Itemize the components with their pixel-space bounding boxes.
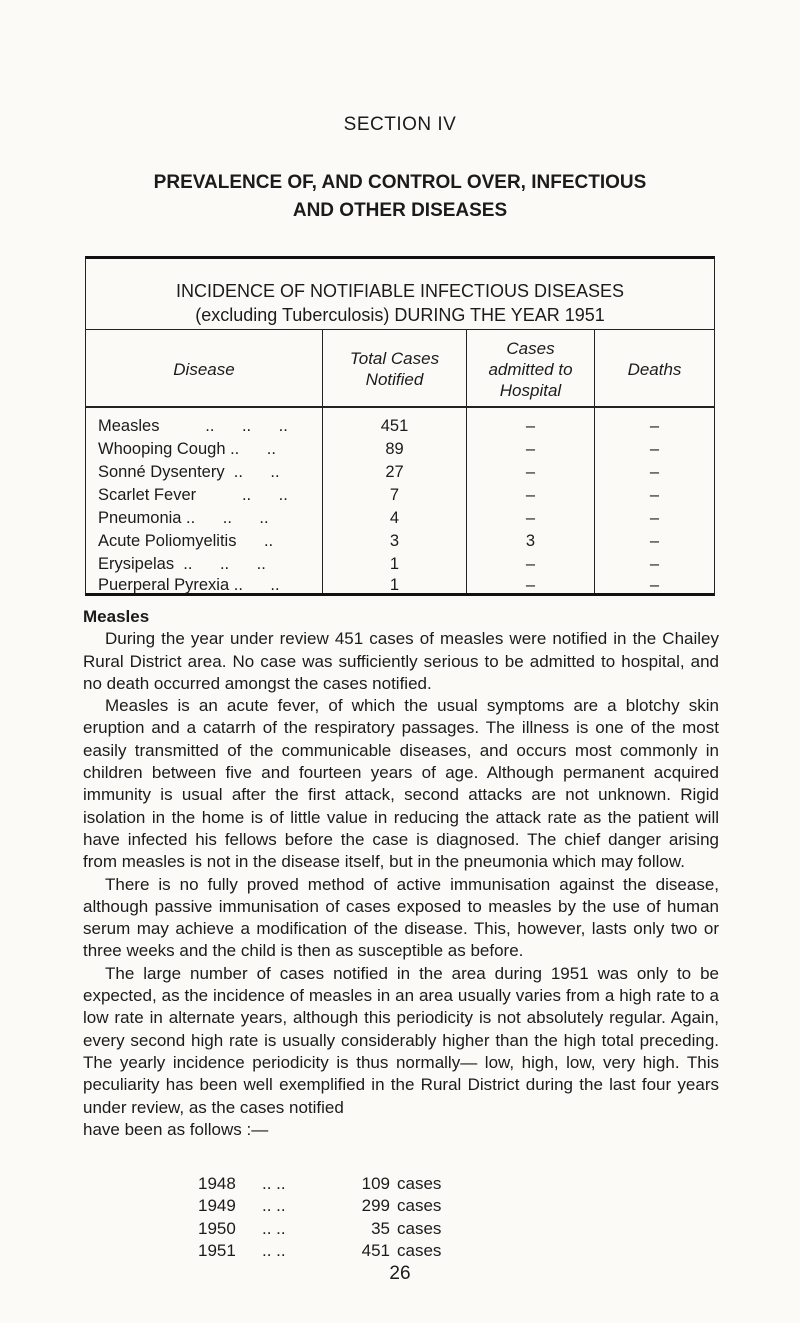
deaths-count: – [649,576,660,594]
total-notified: 451 [380,417,409,435]
deaths-count: – [649,509,660,527]
admitted-count: – [525,576,536,594]
paragraph: Measles is an acute fever, of which the usual symptoms are a blotchy skin eruption and a catarrh of the respiratory passages. The illness is one of the most easily transmitted of the communicable diseases, and occurs most commonly in children between five and fourteen years of age. Although permanent acquired immunity is usual after the first attack, second attacks are not unknown. Rigid isolation in the home is of little value in reducing the attack rate as the patient will have infected his fellows before the case is diagnosed. The chief danger arising from measles is not in the disease itself, but in the pneumonia which may follow. [83,696,719,872]
admitted-count: – [525,555,536,573]
year: 1949 [198,1196,236,1216]
column-header-disease: Disease [173,359,235,379]
admitted-count: – [525,440,536,458]
disease-name: Puerperal Pyrexia .. .. [98,576,280,594]
year: 1951 [198,1240,236,1260]
year: 1950 [198,1218,236,1238]
table-row [86,484,714,507]
table-caption [86,279,714,327]
admitted-count: – [525,463,536,481]
case-count: 35 [371,1218,390,1238]
yearly-cases-list [198,1173,598,1262]
paragraph: The large number of cases notified in the area during 1951 was only to be expected, as the incidence of measles in an area usually varies from a high rate to a low rate in alternate years, although this periodicity is not absolutely regular. Again, every second high rate is usually considerably higher than the high total preceding. The yearly incidence periodicity is thus normally— low, high, low, very high. This peculiarity has been well exemplified in the Rural District during the last four years under review, as the cases notified [83,963,719,1117]
case-count: 299 [361,1196,390,1216]
table-row [86,438,714,461]
total-notified: 4 [389,509,400,527]
deaths-count: – [649,440,660,458]
leader-dots: .. .. [262,1218,286,1238]
leader-dots: .. .. [262,1240,286,1260]
total-notified: 3 [389,532,400,550]
title-line-2: AND OTHER DISEASES [292,200,508,221]
leader-dots: .. .. [262,1196,286,1216]
table-row [86,530,714,553]
measles-heading: Measles [83,607,150,626]
case-unit: cases [397,1196,442,1216]
deaths-count: – [649,486,660,504]
disease-name: Acute Poliomyelitis .. [98,532,274,550]
table-caption-line-2: (excluding Tuberculosis) DURING THE YEAR 1951 [195,305,605,325]
total-notified: 89 [385,440,404,458]
table-row [86,461,714,484]
disease-name: Pneumonia .. .. .. [98,509,269,527]
case-unit: cases [397,1174,442,1193]
deaths-count: – [649,463,660,481]
table-header-divider [86,406,714,408]
list-item [198,1218,598,1240]
deaths-count: – [649,417,660,435]
case-count: 109 [361,1174,390,1193]
table-row [86,553,714,576]
measles-section [83,606,719,1141]
disease-name: Erysipelas .. .. .. [98,555,266,573]
section-heading: SECTION IV [343,114,457,135]
deaths-count: – [649,532,660,550]
column-header-admitted: Cases admitted to Hospital [488,338,573,400]
table-divider [86,329,714,330]
table-row [86,415,714,438]
admitted-count: – [525,417,536,435]
leader-dots: .. .. [262,1174,286,1193]
disease-name: Scarlet Fever .. .. [98,486,288,504]
disease-name: Measles .. .. .. [98,417,288,435]
list-item [198,1240,598,1262]
disease-name: Sonné Dysentery .. .. [98,463,280,481]
admitted-count: 3 [525,532,536,550]
deaths-count: – [649,555,660,573]
column-header-total-notified: Total Cases Notified [349,349,440,389]
list-item [198,1195,598,1217]
total-notified: 7 [389,486,400,504]
lead-in: have been as follows :— [83,1119,269,1139]
total-notified: 27 [385,463,404,481]
disease-name: Whooping Cough .. .. [98,440,276,458]
total-notified: 1 [389,576,400,594]
column-header-deaths: Deaths [627,359,682,379]
table-row [86,574,714,597]
case-unit: cases [397,1240,442,1260]
case-count: 451 [361,1240,390,1260]
list-item [198,1173,598,1195]
paragraph: There is no fully proved method of active immunisation against the disease, although passive immunisation of cases exposed to measles by the use of human serum may achieve a modification of the disease. This, however, lasts only two or three weeks and the child is then as susceptible as before. [83,874,719,961]
table-caption-line-1: INCIDENCE OF NOTIFIABLE INFECTIOUS DISEASES [175,281,625,301]
title-line-1: PREVALENCE OF, AND CONTROL OVER, INFECTIOUS [153,172,647,193]
total-notified: 1 [389,555,400,573]
table-row [86,507,714,530]
incidence-table [85,256,715,596]
case-unit: cases [397,1218,442,1238]
page-title [100,169,700,225]
page-number: 26 [389,1263,411,1284]
admitted-count: – [525,486,536,504]
paragraph: During the year under review 451 cases of measles were notified in the Chailey Rural District area. No case was sufficiently serious to be admitted to hospital, and no death occurred amongst the cases notified. [83,629,719,693]
year: 1948 [198,1174,236,1193]
admitted-count: – [525,509,536,527]
